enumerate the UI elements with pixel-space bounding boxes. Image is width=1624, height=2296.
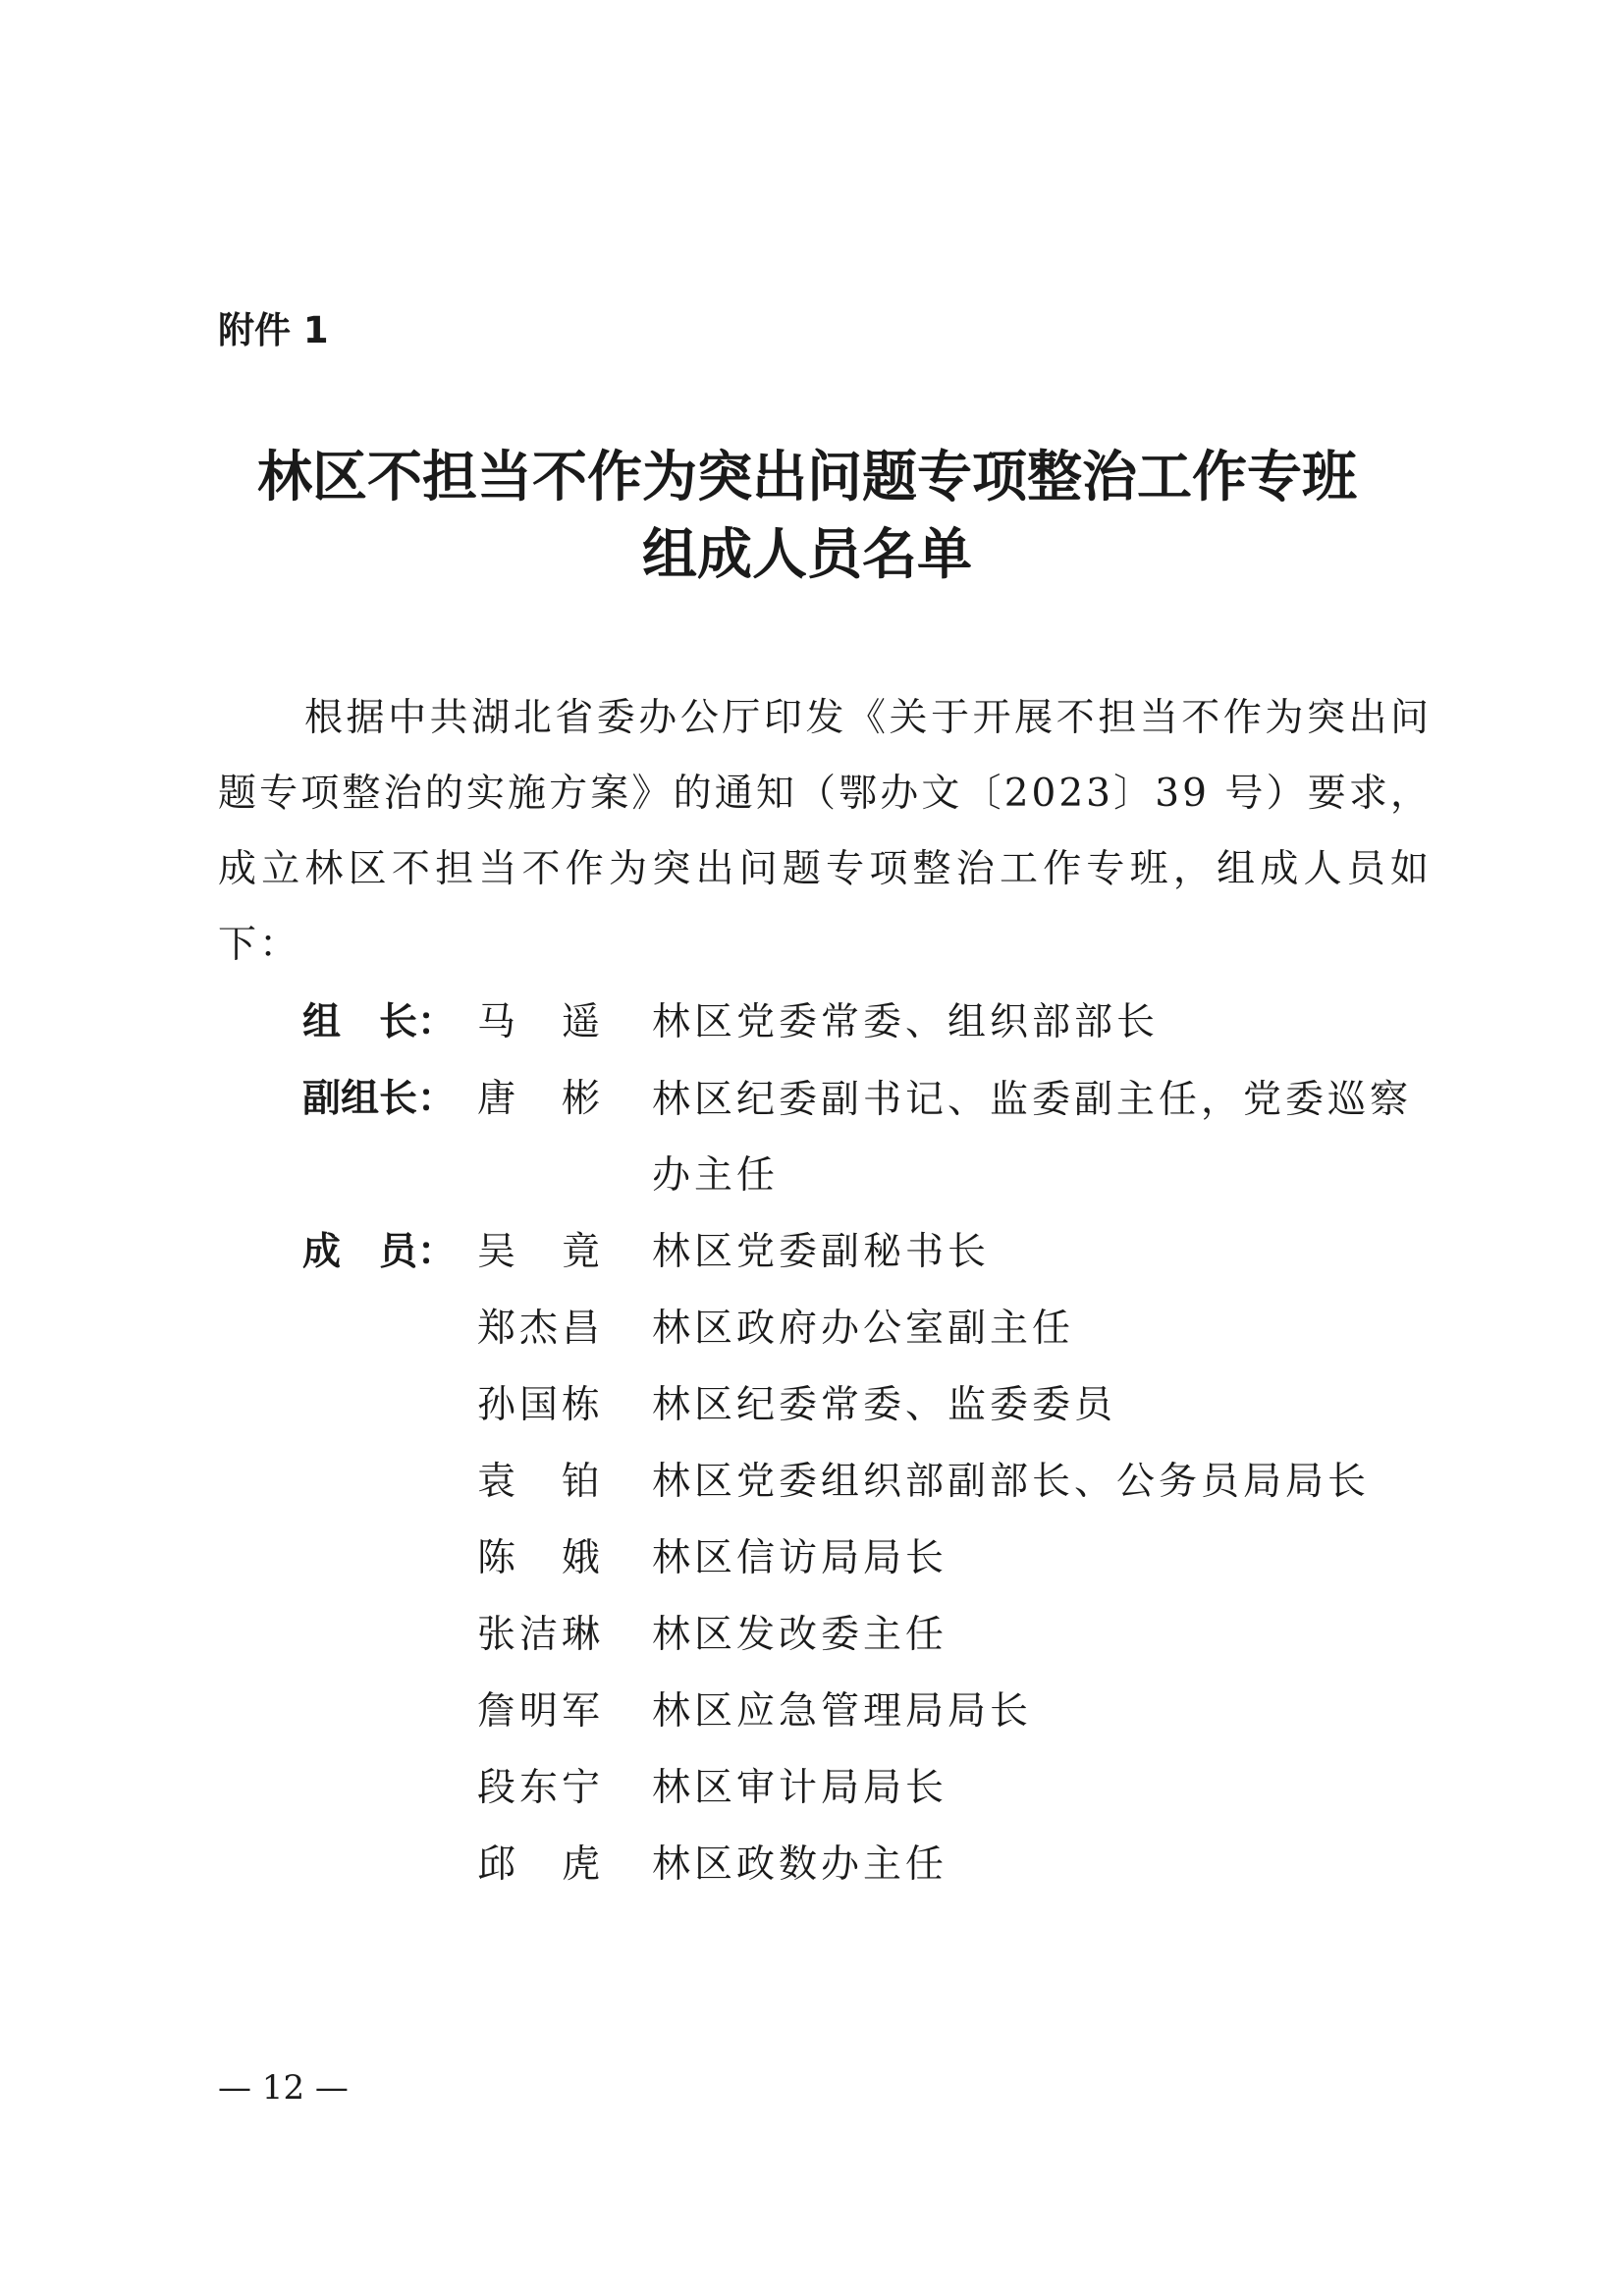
leader-name: 马 遥	[477, 1000, 605, 1044]
member-name: 张洁琳	[477, 1613, 605, 1657]
member-duty: 林区政数办主任	[652, 1842, 948, 1887]
member-name: 吴 竟	[477, 1230, 605, 1274]
member-duty: 林区政府办公室副主任	[652, 1307, 1075, 1351]
role-deputy-label: 副组长：	[302, 1077, 457, 1121]
member-duty: 林区审计局局长	[652, 1766, 948, 1810]
member-name: 袁 铂	[477, 1460, 605, 1504]
member-name: 段东宁	[477, 1766, 605, 1810]
role-leader-label: 组 长：	[302, 1000, 457, 1044]
document-title-line2: 组成人员名单	[642, 523, 972, 587]
intro-paragraph: 根据中共湖北省委办公厅印发《关于开展不担当不作为突出问题专项整治的实施方案》的通知（鄂办文〔2023〕39 号）要求，成立林区不担当不作为突出问题专项整治工作专班，组成人员如下：	[218, 696, 1432, 967]
member-name: 邱 虎	[477, 1842, 605, 1887]
member-duty: 林区信访局局长	[652, 1536, 948, 1580]
member-duty: 林区发改委主任	[652, 1613, 948, 1657]
member-duty: 林区应急管理局局长	[652, 1689, 1033, 1734]
member-duty: 林区纪委常委、监委委员	[652, 1383, 1117, 1427]
attachment-label: 附件 1	[218, 309, 329, 351]
leader-duty: 林区党委常委、组织部部长	[652, 1000, 1160, 1044]
role-members-label: 成 员：	[302, 1230, 457, 1274]
page-number: — 12 —	[218, 2068, 349, 2108]
member-name: 孙国栋	[477, 1383, 605, 1427]
member-name: 陈 娥	[477, 1536, 605, 1580]
deputy-duty: 林区纪委副书记、监委副主任，党委巡察办主任	[652, 1078, 1413, 1198]
document-title-line1: 林区不担当不作为突出问题专项整治工作专班	[257, 446, 1357, 509]
member-name: 郑杰昌	[477, 1307, 605, 1351]
member-duty: 林区党委组织部副部长、公务员局局长	[652, 1460, 1371, 1504]
member-duty: 林区党委副秘书长	[652, 1230, 991, 1274]
member-name: 詹明军	[477, 1689, 605, 1734]
deputy-name: 唐 彬	[477, 1077, 605, 1121]
